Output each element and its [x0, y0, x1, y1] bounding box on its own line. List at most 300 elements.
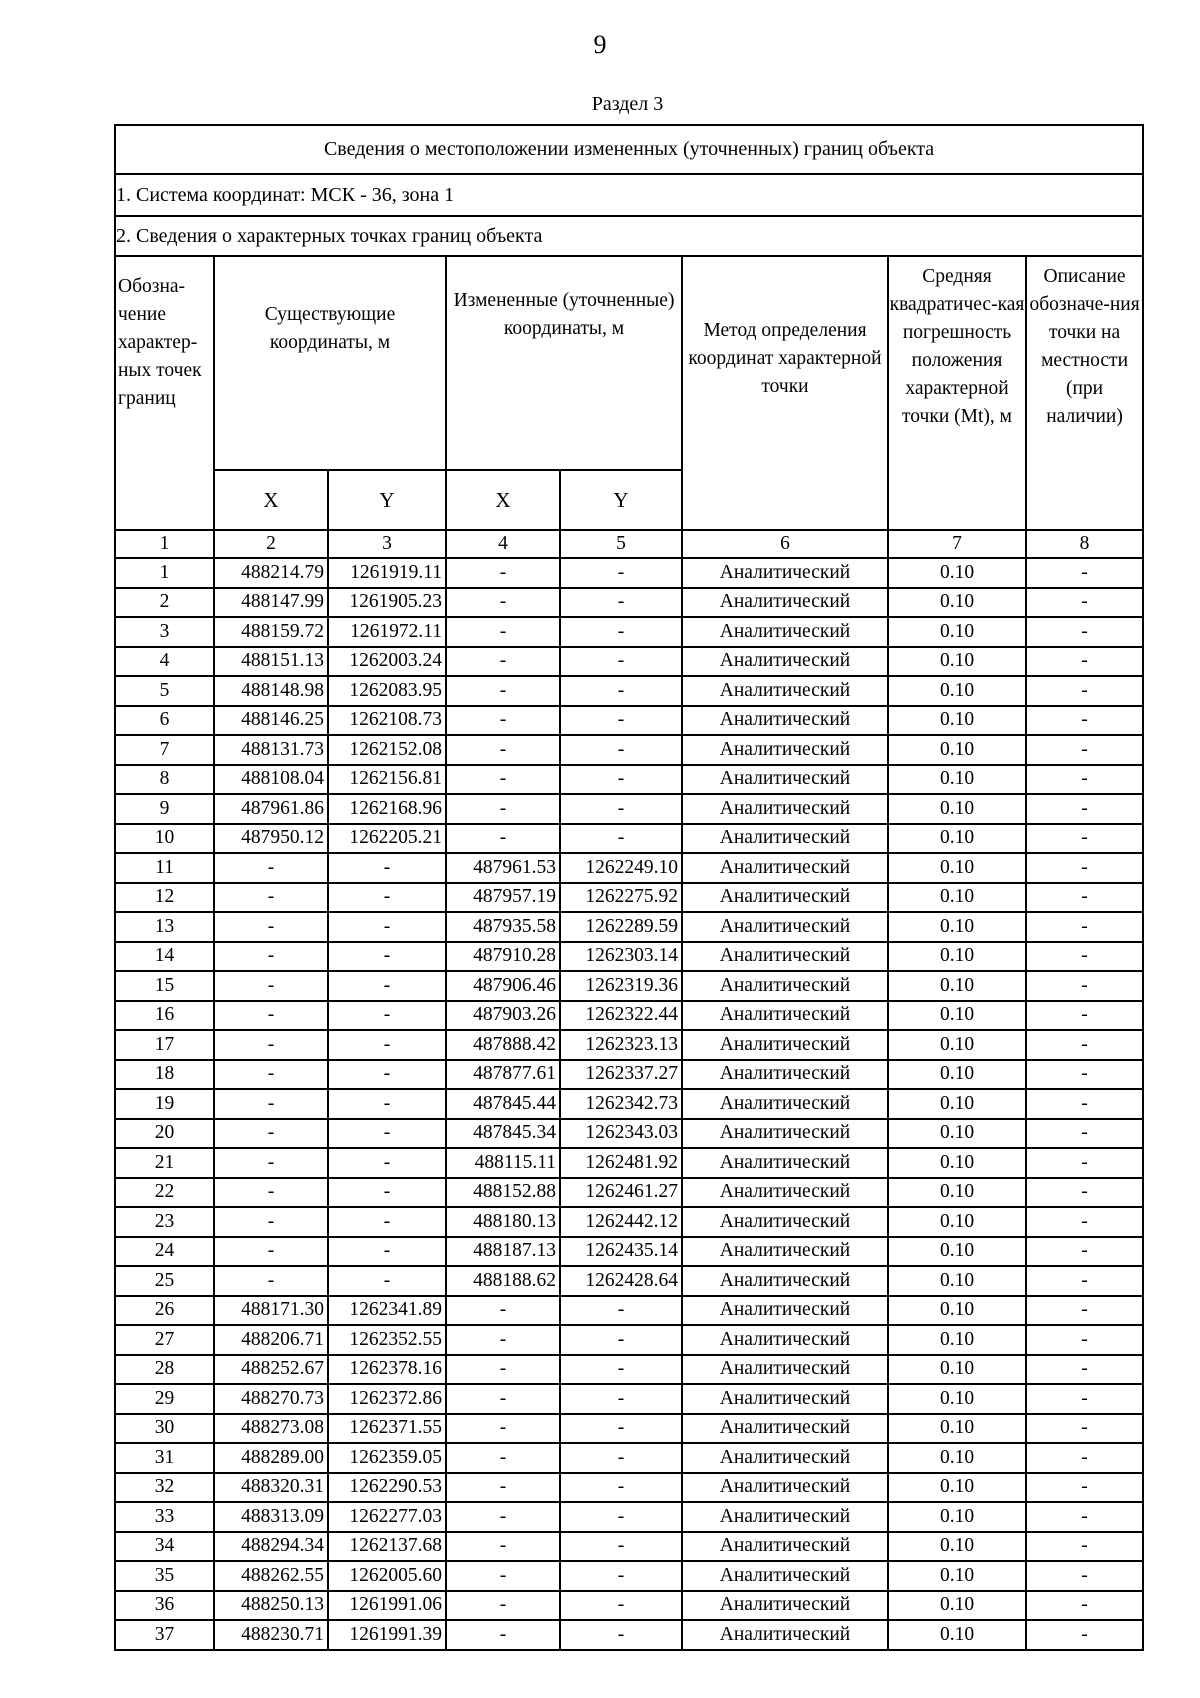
- cell-existing-x: -: [214, 853, 328, 883]
- table-row: [115, 1060, 1143, 1090]
- cell-description: -: [1026, 676, 1143, 706]
- table-row: [115, 1561, 1143, 1591]
- cell-existing-y: 1262372.86: [328, 1384, 446, 1414]
- cell-changed-x: 487906.46: [446, 971, 560, 1001]
- cell-rms-error: 0.10: [888, 676, 1026, 706]
- cell-existing-x: -: [214, 1060, 328, 1090]
- cell-point-number: 2: [115, 588, 214, 618]
- cell-description: -: [1026, 1502, 1143, 1532]
- cell-changed-x: 487910.28: [446, 942, 560, 972]
- table-row: [115, 912, 1143, 942]
- cell-existing-x: 488108.04: [214, 765, 328, 795]
- cell-changed-x: 487845.44: [446, 1089, 560, 1119]
- table-row: [115, 647, 1143, 677]
- cell-rms-error: 0.10: [888, 912, 1026, 942]
- cell-point-number: 25: [115, 1266, 214, 1296]
- cell-rms-error: 0.10: [888, 794, 1026, 824]
- cell-changed-x: -: [446, 765, 560, 795]
- cell-point-number: 21: [115, 1148, 214, 1178]
- section-label: Раздел 3: [591, 93, 664, 115]
- cell-existing-x: -: [214, 1207, 328, 1237]
- table-body: [115, 558, 1143, 1650]
- cell-changed-y: -: [560, 1532, 682, 1562]
- cell-changed-x: -: [446, 1532, 560, 1562]
- cell-point-number: 34: [115, 1532, 214, 1562]
- cell-changed-y: -: [560, 588, 682, 618]
- cell-changed-x: -: [446, 1414, 560, 1444]
- cell-changed-x: -: [446, 676, 560, 706]
- cell-existing-y: 1261991.06: [328, 1591, 446, 1621]
- cell-point-number: 26: [115, 1296, 214, 1326]
- cell-method: Аналитический: [682, 1266, 888, 1296]
- cell-rms-error: 0.10: [888, 1443, 1026, 1473]
- cell-point-number: 37: [115, 1620, 214, 1650]
- cell-changed-y: 1262303.14: [560, 942, 682, 972]
- cell-existing-x: -: [214, 1001, 328, 1031]
- cell-point-number: 29: [115, 1384, 214, 1414]
- table-row: [115, 735, 1143, 765]
- cell-method: Аналитический: [682, 1532, 888, 1562]
- cell-existing-y: 1262108.73: [328, 706, 446, 736]
- cell-existing-y: 1262341.89: [328, 1296, 446, 1326]
- cell-changed-x: -: [446, 1296, 560, 1326]
- cell-changed-y: -: [560, 1296, 682, 1326]
- cell-rms-error: 0.10: [888, 1384, 1026, 1414]
- cell-changed-x: -: [446, 824, 560, 854]
- cell-existing-y: -: [328, 883, 446, 913]
- cell-rms-error: 0.10: [888, 1060, 1026, 1090]
- cell-existing-x: 488273.08: [214, 1414, 328, 1444]
- coordinate-system: 1. Система координат: МСК - 36, зона 1: [115, 174, 1143, 216]
- cell-description: -: [1026, 588, 1143, 618]
- table-row: [115, 1355, 1143, 1385]
- cell-method: Аналитический: [682, 1414, 888, 1444]
- cell-changed-y: 1262428.64: [560, 1266, 682, 1296]
- cell-rms-error: 0.10: [888, 588, 1026, 618]
- cell-existing-x: 488214.79: [214, 558, 328, 588]
- column-number: 6: [682, 530, 888, 558]
- header-changed-coordinates: Измененные (уточненные) координаты, м: [446, 256, 682, 470]
- cell-point-number: 15: [115, 971, 214, 1001]
- cell-changed-y: -: [560, 735, 682, 765]
- cell-existing-x: 488148.98: [214, 676, 328, 706]
- cell-changed-y: 1262481.92: [560, 1148, 682, 1178]
- column-number: 3: [328, 530, 446, 558]
- cell-point-number: 24: [115, 1237, 214, 1267]
- table-row: [115, 794, 1143, 824]
- cell-existing-x: -: [214, 1237, 328, 1267]
- cell-rms-error: 0.10: [888, 1325, 1026, 1355]
- cell-rms-error: 0.10: [888, 1089, 1026, 1119]
- cell-changed-y: -: [560, 1443, 682, 1473]
- column-number: 5: [560, 530, 682, 558]
- cell-point-number: 33: [115, 1502, 214, 1532]
- cell-point-number: 30: [115, 1414, 214, 1444]
- table-row: [115, 558, 1143, 588]
- cell-method: Аналитический: [682, 588, 888, 618]
- cell-changed-x: -: [446, 1561, 560, 1591]
- cell-existing-y: 1262277.03: [328, 1502, 446, 1532]
- cell-changed-x: 487961.53: [446, 853, 560, 883]
- cell-changed-y: 1262337.27: [560, 1060, 682, 1090]
- column-number: 7: [888, 530, 1026, 558]
- cell-changed-y: -: [560, 824, 682, 854]
- cell-existing-y: -: [328, 1266, 446, 1296]
- cell-changed-x: 488188.62: [446, 1266, 560, 1296]
- cell-description: -: [1026, 794, 1143, 824]
- cell-existing-x: -: [214, 1178, 328, 1208]
- header-point-designation: Обозна-чение характер-ных точек границ: [115, 256, 214, 530]
- cell-method: Аналитический: [682, 853, 888, 883]
- table-row: [115, 676, 1143, 706]
- cell-existing-y: 1262359.05: [328, 1443, 446, 1473]
- cell-existing-x: -: [214, 1119, 328, 1149]
- cell-existing-y: 1262152.08: [328, 735, 446, 765]
- cell-existing-y: 1262205.21: [328, 824, 446, 854]
- cell-changed-x: 488115.11: [446, 1148, 560, 1178]
- cell-changed-x: -: [446, 1443, 560, 1473]
- cell-method: Аналитический: [682, 942, 888, 972]
- cell-changed-y: 1262435.14: [560, 1237, 682, 1267]
- cell-point-number: 10: [115, 824, 214, 854]
- cell-description: -: [1026, 1237, 1143, 1267]
- cell-existing-x: 488313.09: [214, 1502, 328, 1532]
- cell-method: Аналитический: [682, 912, 888, 942]
- cell-existing-y: -: [328, 971, 446, 1001]
- cell-rms-error: 0.10: [888, 735, 1026, 765]
- table-row: [115, 1532, 1143, 1562]
- points-heading: 2. Сведения о характерных точках границ объекта: [115, 216, 1143, 256]
- cell-rms-error: 0.10: [888, 1266, 1026, 1296]
- cell-method: Аналитический: [682, 1001, 888, 1031]
- cell-method: Аналитический: [682, 1443, 888, 1473]
- table-row: [115, 883, 1143, 913]
- cell-existing-y: 1261991.39: [328, 1620, 446, 1650]
- cell-rms-error: 0.10: [888, 1620, 1026, 1650]
- cell-changed-x: 488187.13: [446, 1237, 560, 1267]
- cell-description: -: [1026, 824, 1143, 854]
- cell-point-number: 16: [115, 1001, 214, 1031]
- table-row: [115, 1119, 1143, 1149]
- cell-rms-error: 0.10: [888, 824, 1026, 854]
- cell-rms-error: 0.10: [888, 1296, 1026, 1326]
- cell-rms-error: 0.10: [888, 1030, 1026, 1060]
- cell-changed-y: -: [560, 706, 682, 736]
- cell-existing-x: 488131.73: [214, 735, 328, 765]
- cell-method: Аналитический: [682, 1355, 888, 1385]
- cell-changed-y: 1262275.92: [560, 883, 682, 913]
- cell-rms-error: 0.10: [888, 1473, 1026, 1503]
- cell-existing-x: -: [214, 1089, 328, 1119]
- cell-existing-x: 488320.31: [214, 1473, 328, 1503]
- cell-existing-x: 488147.99: [214, 588, 328, 618]
- cell-description: -: [1026, 735, 1143, 765]
- cell-existing-y: 1262137.68: [328, 1532, 446, 1562]
- cell-rms-error: 0.10: [888, 1119, 1026, 1149]
- cell-method: Аналитический: [682, 676, 888, 706]
- table-row: [115, 1502, 1143, 1532]
- cell-existing-y: -: [328, 1148, 446, 1178]
- page-number: 9: [593, 30, 607, 59]
- cell-existing-x: -: [214, 1148, 328, 1178]
- table-row: [115, 1178, 1143, 1208]
- cell-point-number: 9: [115, 794, 214, 824]
- cell-description: -: [1026, 912, 1143, 942]
- cell-existing-y: 1262005.60: [328, 1561, 446, 1591]
- cell-method: Аналитический: [682, 883, 888, 913]
- cell-changed-y: -: [560, 1325, 682, 1355]
- cell-changed-x: -: [446, 1473, 560, 1503]
- header-existing-y: Y: [328, 470, 446, 530]
- cell-description: -: [1026, 647, 1143, 677]
- cell-description: -: [1026, 1384, 1143, 1414]
- cell-existing-y: -: [328, 942, 446, 972]
- cell-changed-y: 1262322.44: [560, 1001, 682, 1031]
- cell-description: -: [1026, 1148, 1143, 1178]
- cell-description: -: [1026, 617, 1143, 647]
- cell-rms-error: 0.10: [888, 971, 1026, 1001]
- cell-method: Аналитический: [682, 794, 888, 824]
- cell-point-number: 6: [115, 706, 214, 736]
- cell-point-number: 32: [115, 1473, 214, 1503]
- cell-rms-error: 0.10: [888, 1237, 1026, 1267]
- cell-method: Аналитический: [682, 647, 888, 677]
- table-row: [115, 1030, 1143, 1060]
- cell-method: Аналитический: [682, 1089, 888, 1119]
- cell-changed-x: -: [446, 558, 560, 588]
- table-row: [115, 1266, 1143, 1296]
- cell-existing-x: 488230.71: [214, 1620, 328, 1650]
- table-row: [115, 706, 1143, 736]
- cell-existing-x: 488270.73: [214, 1384, 328, 1414]
- cell-existing-x: 488252.67: [214, 1355, 328, 1385]
- cell-point-number: 22: [115, 1178, 214, 1208]
- cell-description: -: [1026, 1325, 1143, 1355]
- cell-existing-y: -: [328, 912, 446, 942]
- cell-rms-error: 0.10: [888, 765, 1026, 795]
- cell-method: Аналитический: [682, 1502, 888, 1532]
- cell-changed-x: 487935.58: [446, 912, 560, 942]
- cell-changed-y: 1262343.03: [560, 1119, 682, 1149]
- cell-description: -: [1026, 1443, 1143, 1473]
- cell-existing-y: -: [328, 1178, 446, 1208]
- cell-rms-error: 0.10: [888, 647, 1026, 677]
- cell-point-number: 23: [115, 1207, 214, 1237]
- cell-changed-y: -: [560, 676, 682, 706]
- cell-existing-x: -: [214, 971, 328, 1001]
- cell-description: -: [1026, 1414, 1143, 1444]
- cell-changed-y: -: [560, 558, 682, 588]
- cell-changed-y: -: [560, 1620, 682, 1650]
- header-rms-error: Средняя квадратичес-кая погрешность положения характерной точки (Mt), м: [888, 256, 1026, 530]
- cell-changed-x: -: [446, 588, 560, 618]
- cell-existing-y: -: [328, 1060, 446, 1090]
- table-row: [115, 1148, 1143, 1178]
- cell-description: -: [1026, 883, 1143, 913]
- table-row: [115, 1296, 1143, 1326]
- cell-method: Аналитический: [682, 1561, 888, 1591]
- cell-changed-x: 488180.13: [446, 1207, 560, 1237]
- cell-point-number: 13: [115, 912, 214, 942]
- cell-method: Аналитический: [682, 824, 888, 854]
- column-number: 2: [214, 530, 328, 558]
- cell-changed-x: -: [446, 735, 560, 765]
- cell-method: Аналитический: [682, 1325, 888, 1355]
- cell-point-number: 36: [115, 1591, 214, 1621]
- cell-point-number: 8: [115, 765, 214, 795]
- cell-point-number: 28: [115, 1355, 214, 1385]
- cell-rms-error: 0.10: [888, 883, 1026, 913]
- cell-point-number: 20: [115, 1119, 214, 1149]
- cell-changed-y: -: [560, 617, 682, 647]
- table-row: [115, 1237, 1143, 1267]
- cell-existing-x: 487961.86: [214, 794, 328, 824]
- cell-method: Аналитический: [682, 735, 888, 765]
- cell-method: Аналитический: [682, 1060, 888, 1090]
- cell-changed-y: 1262319.36: [560, 971, 682, 1001]
- cell-point-number: 4: [115, 647, 214, 677]
- cell-existing-y: 1262003.24: [328, 647, 446, 677]
- cell-existing-y: -: [328, 1001, 446, 1031]
- cell-method: Аналитический: [682, 617, 888, 647]
- cell-existing-y: -: [328, 1207, 446, 1237]
- cell-point-number: 31: [115, 1443, 214, 1473]
- cell-changed-x: -: [446, 1591, 560, 1621]
- cell-existing-x: 488206.71: [214, 1325, 328, 1355]
- cell-method: Аналитический: [682, 1296, 888, 1326]
- cell-description: -: [1026, 1532, 1143, 1562]
- cell-existing-y: -: [328, 1119, 446, 1149]
- header-changed-x: X: [446, 470, 560, 530]
- table-row: [115, 1001, 1143, 1031]
- cell-description: -: [1026, 1296, 1143, 1326]
- cell-rms-error: 0.10: [888, 1414, 1026, 1444]
- cell-method: Аналитический: [682, 1237, 888, 1267]
- cell-existing-x: 488262.55: [214, 1561, 328, 1591]
- table-row: [115, 971, 1143, 1001]
- cell-point-number: 35: [115, 1561, 214, 1591]
- cell-description: -: [1026, 1561, 1143, 1591]
- cell-point-number: 7: [115, 735, 214, 765]
- cell-point-number: 5: [115, 676, 214, 706]
- cell-changed-x: 487877.61: [446, 1060, 560, 1090]
- table-row: [115, 1620, 1143, 1650]
- cell-description: -: [1026, 853, 1143, 883]
- cell-point-number: 3: [115, 617, 214, 647]
- cell-existing-x: 488289.00: [214, 1443, 328, 1473]
- cell-description: -: [1026, 1473, 1143, 1503]
- cell-existing-x: 488294.34: [214, 1532, 328, 1562]
- cell-point-number: 17: [115, 1030, 214, 1060]
- cell-existing-y: 1261919.11: [328, 558, 446, 588]
- cell-rms-error: 0.10: [888, 1207, 1026, 1237]
- cell-existing-x: 488146.25: [214, 706, 328, 736]
- cell-existing-y: 1261905.23: [328, 588, 446, 618]
- cell-changed-y: -: [560, 1384, 682, 1414]
- cell-changed-x: 487957.19: [446, 883, 560, 913]
- cell-changed-y: -: [560, 1502, 682, 1532]
- cell-changed-x: -: [446, 1620, 560, 1650]
- cell-changed-x: -: [446, 1355, 560, 1385]
- table-row: [115, 1591, 1143, 1621]
- table-row: [115, 617, 1143, 647]
- cell-description: -: [1026, 706, 1143, 736]
- header-changed-y: Y: [560, 470, 682, 530]
- cell-method: Аналитический: [682, 1473, 888, 1503]
- table-row: [115, 1207, 1143, 1237]
- cell-point-number: 19: [115, 1089, 214, 1119]
- cell-changed-y: 1262461.27: [560, 1178, 682, 1208]
- cell-changed-y: 1262323.13: [560, 1030, 682, 1060]
- cell-rms-error: 0.10: [888, 1561, 1026, 1591]
- cell-changed-x: 488152.88: [446, 1178, 560, 1208]
- cell-description: -: [1026, 558, 1143, 588]
- cell-changed-x: 487845.34: [446, 1119, 560, 1149]
- cell-method: Аналитический: [682, 558, 888, 588]
- table-row: [115, 1414, 1143, 1444]
- cell-method: Аналитический: [682, 1178, 888, 1208]
- cell-changed-y: -: [560, 1591, 682, 1621]
- table-row: [115, 588, 1143, 618]
- boundary-points-table: [114, 124, 1144, 1651]
- cell-changed-y: -: [560, 647, 682, 677]
- cell-existing-x: 487950.12: [214, 824, 328, 854]
- table-row: [115, 942, 1143, 972]
- cell-changed-y: -: [560, 765, 682, 795]
- cell-method: Аналитический: [682, 1591, 888, 1621]
- cell-method: Аналитический: [682, 1119, 888, 1149]
- cell-rms-error: 0.10: [888, 1591, 1026, 1621]
- cell-changed-x: -: [446, 1502, 560, 1532]
- cell-changed-y: -: [560, 794, 682, 824]
- cell-existing-x: -: [214, 883, 328, 913]
- cell-method: Аналитический: [682, 1148, 888, 1178]
- cell-existing-y: -: [328, 853, 446, 883]
- cell-description: -: [1026, 1119, 1143, 1149]
- column-number-row: [115, 530, 1143, 558]
- cell-description: -: [1026, 1001, 1143, 1031]
- cell-changed-x: -: [446, 617, 560, 647]
- cell-existing-x: 488250.13: [214, 1591, 328, 1621]
- cell-changed-y: 1262289.59: [560, 912, 682, 942]
- cell-point-number: 18: [115, 1060, 214, 1090]
- column-number: 1: [115, 530, 214, 558]
- cell-existing-y: 1262290.53: [328, 1473, 446, 1503]
- cell-existing-x: -: [214, 1030, 328, 1060]
- cell-changed-x: -: [446, 1325, 560, 1355]
- cell-existing-y: 1262156.81: [328, 765, 446, 795]
- cell-description: -: [1026, 765, 1143, 795]
- cell-description: -: [1026, 1266, 1143, 1296]
- cell-existing-y: -: [328, 1089, 446, 1119]
- cell-description: -: [1026, 1355, 1143, 1385]
- cell-description: -: [1026, 1620, 1143, 1650]
- cell-description: -: [1026, 1591, 1143, 1621]
- cell-changed-x: -: [446, 794, 560, 824]
- cell-existing-y: 1262083.95: [328, 676, 446, 706]
- cell-rms-error: 0.10: [888, 617, 1026, 647]
- cell-existing-y: 1262378.16: [328, 1355, 446, 1385]
- cell-changed-y: 1262442.12: [560, 1207, 682, 1237]
- cell-rms-error: 0.10: [888, 942, 1026, 972]
- cell-description: -: [1026, 1089, 1143, 1119]
- header-existing-coordinates: Существующие координаты, м: [214, 256, 446, 470]
- cell-point-number: 27: [115, 1325, 214, 1355]
- cell-changed-x: 487903.26: [446, 1001, 560, 1031]
- cell-point-number: 11: [115, 853, 214, 883]
- cell-method: Аналитический: [682, 971, 888, 1001]
- cell-rms-error: 0.10: [888, 853, 1026, 883]
